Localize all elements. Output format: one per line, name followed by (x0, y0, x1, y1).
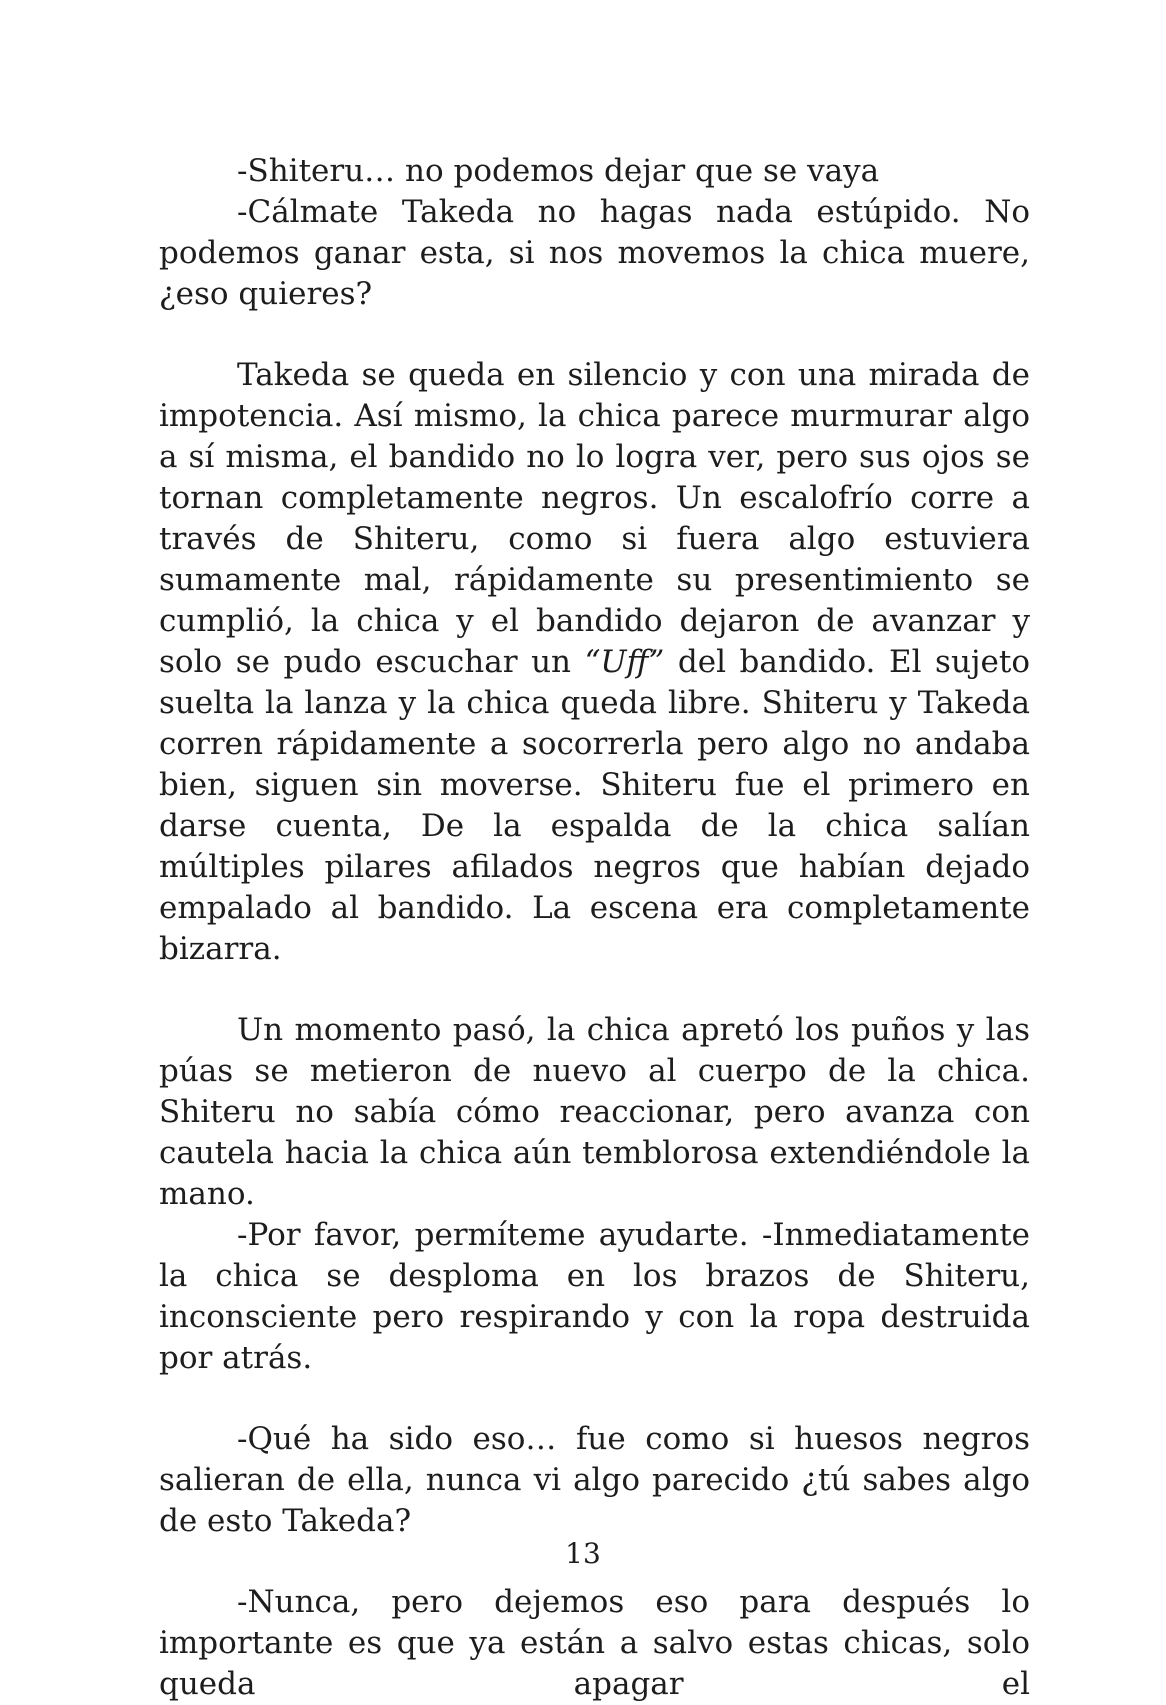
paragraph-narration-2: Un momento pasó, la chica apretó los puños y las púas se metieron de nuevo al cuerpo de la chica. Shiteru no sabía cómo reaccionar, pero avanza con cautela hacia la chica aún temblorosa extendiéndole la mano. (159, 1012, 1030, 1212)
italic-sound-effect: “Uff” (584, 644, 665, 680)
paragraph-dialogue-3: -Por favor, permíteme ayudarte. -Inmediatamente la chica se desploma en los brazos de Shiteru, inconsciente pero respirando y con la ropa destruida por atrás. (159, 1217, 1030, 1376)
paragraph-dialogue-2: -Cálmate Takeda no hagas nada estúpido. No podemos ganar esta, si nos movemos la chica muere, ¿eso quieres? (159, 194, 1030, 312)
paragraph-dialogue-1: -Shiteru… no podemos dejar que se vaya (237, 153, 880, 189)
paragraph-dialogue-5: -Nunca, pero dejemos eso para después lo importante es que ya están a salvo estas chicas, solo queda apagar el (159, 1584, 1030, 1702)
page-number: 13 (565, 1537, 601, 1570)
paragraph-narration-1-end: del bandido. El sujeto suelta la lanza y la chica queda libre. Shiteru y Takeda corren rápidamente a socorrerla pero algo no andaba bien, siguen sin moverse. Shiteru fue el primero en darse cuenta, De la espalda de la chica salían múltiples pilares afilados negros que habían dejado empalado al bandido. La escena era completamente bizarra. (159, 644, 1030, 967)
paragraph-narration-1 (159, 355, 1030, 970)
paragraph-dialogue-4: -Qué ha sido eso… fue como si huesos negros salieran de ella, nunca vi algo parecido ¿tú sabes algo de esto Takeda? (159, 1421, 1030, 1539)
page-body (159, 151, 1030, 1705)
paragraph-narration-1-start: Takeda se queda en silencio y con una mirada de impotencia. Así mismo, la chica parece murmurar algo a sí misma, el bandido no lo logra ver, pero sus ojos se tornan completamente negros. Un escalofrío corre a través de Shiteru, como si fuera algo estuviera sumamente mal, rápidamente su presentimiento se cumplió, la chica y el bandido dejaron de avanzar y solo se pudo escuchar un (159, 357, 1030, 680)
